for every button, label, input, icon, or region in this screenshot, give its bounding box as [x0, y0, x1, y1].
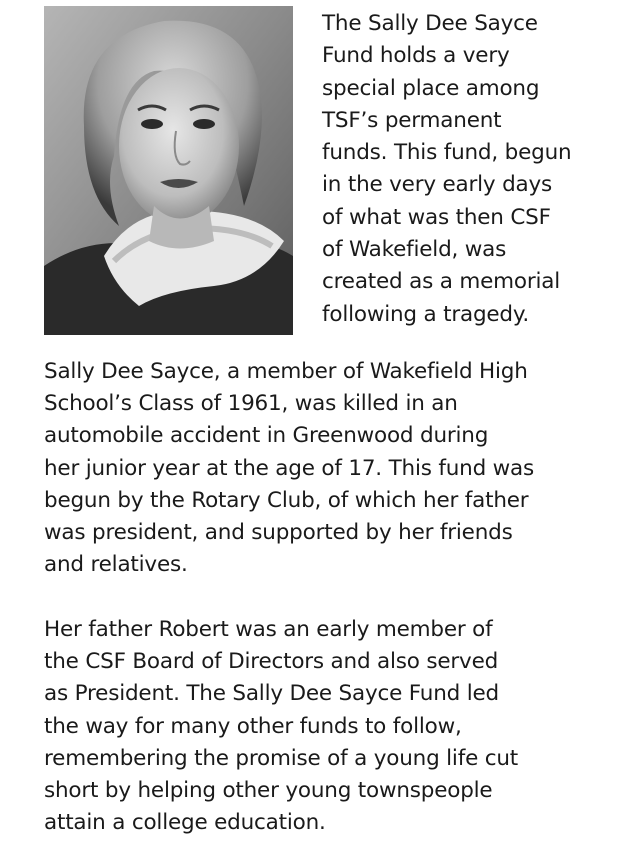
- paragraph-line: the CSF Board of Directors and also served: [44, 649, 499, 675]
- paragraph-line: as President. The Sally Dee Sayce Fund led: [44, 681, 499, 707]
- paragraph-line: her junior year at the age of 17. This fund was: [44, 455, 535, 481]
- paragraph-line: Sally Dee Sayce, a member of Wakefield High: [44, 359, 528, 384]
- intro-line: of Wakefield, was: [322, 237, 507, 263]
- portrait-photo: [44, 6, 293, 335]
- paragraph-line: was president, and supported by her friends: [44, 520, 513, 546]
- intro-line: in the very early days: [322, 172, 553, 198]
- intro-line: The Sally Dee Sayce: [322, 11, 538, 36]
- paragraph-2: [44, 614, 624, 839]
- paragraph-line: and relatives.: [44, 552, 188, 578]
- intro-line: Fund holds a very: [322, 43, 510, 69]
- paragraph-line: Her father Robert was an early member of: [44, 617, 493, 642]
- paragraph-line: remembering the promise of a young life cut: [44, 745, 519, 771]
- portrait-image: [44, 6, 293, 335]
- paragraph-line: the way for many other funds to follow,: [44, 713, 462, 739]
- paragraph-line: automobile accident in Greenwood during: [44, 423, 489, 449]
- intro-line: of what was then CSF: [322, 204, 551, 230]
- paragraph-line: begun by the Rotary Club, of which her father: [44, 487, 529, 513]
- intro-line: created as a memorial: [322, 269, 560, 295]
- paragraph-line: attain a college education.: [44, 810, 326, 836]
- paragraph-line: short by helping other young townspeople: [44, 778, 493, 804]
- intro-paragraph: [322, 8, 622, 331]
- intro-line: following a tragedy.: [322, 301, 529, 327]
- intro-line: TSF’s permanent: [322, 107, 502, 133]
- paragraph-1: [44, 356, 624, 581]
- intro-line: special place among: [322, 75, 540, 101]
- paragraph-line: School’s Class of 1961, was killed in an: [44, 391, 458, 417]
- intro-line: funds. This fund, begun: [322, 140, 572, 166]
